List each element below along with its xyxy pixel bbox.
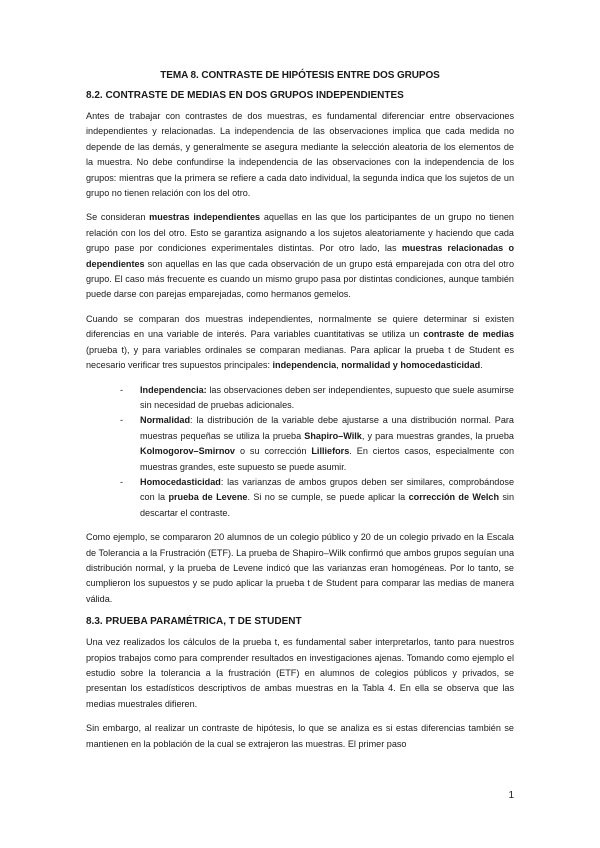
bold-term: Independencia: <box>140 384 207 395</box>
text-run: : las varianzas de ambos grupos deben ser similares, comprobándose con la <box>140 476 514 503</box>
bold-term-related-samples: muestras relacionadas o dependientes <box>86 243 514 269</box>
bold-term-mean-contrast: contraste de medias <box>423 329 515 340</box>
section-heading-8-2: 8.2. CONTRASTE DE MEDIAS EN DOS GRUPOS INDEPENDIENTES <box>86 90 404 101</box>
text-run: Cuando se comparan dos muestras independientes, normalmente se quiere determinar si existen diferencias en una variable de interés. Para variables cuantitativas se utiliza un <box>86 313 514 340</box>
list-item-homoscedasticity <box>86 475 514 521</box>
paragraph-sample-types <box>86 210 514 302</box>
text-run: : la distribución de la variable debe ajustarse a una distribución normal. Para muestras pequeñas se utiliza la prueba <box>140 415 514 441</box>
text-run: las observaciones deben ser independientes, supuesto que suele asumirse sin necesidad de pruebas adicionales. <box>140 384 514 410</box>
text-run: sin descartar el contraste. <box>140 492 515 518</box>
assumptions-list <box>86 383 514 522</box>
paragraph-independence-intro: Antes de trabajar con contrastes de dos muestras, es fundamental diferenciar entre observaciones independientes y relacionadas. La independencia de las observaciones implica que cada medida no depende de las demás, y generalmente se asegura mediante la selección aleatoria de los elementos de la muestra. No debe confundirse la independencia de las observaciones con la independencia de los grupos: mientras que la primera se refiere a cada dato individual, la segunda indica que los sujetos de un grupo no tienen relación con los del otro. <box>86 111 514 199</box>
bold-term: Normalidad <box>140 415 191 426</box>
list-dash: - <box>120 476 124 487</box>
text-run: , y para muestras grandes, la prueba <box>361 430 514 441</box>
text-run: . En ciertos casos, especialmente con muestras grandes, este supuesto se puede asumir. <box>140 446 514 472</box>
text-run: (prueba t), y para variables ordinales se comparan medianas. Para aplicar la prueba t de Student es necesario verificar tres supuestos principales: <box>86 344 514 371</box>
text-run: . <box>480 360 483 371</box>
bold-term: Lilliefors <box>311 446 350 457</box>
list-dash: - <box>120 415 124 426</box>
list-dash: - <box>120 384 124 395</box>
bold-term-independent-samples: muestras independientes <box>149 212 261 223</box>
section-heading-8-3: 8.3. PRUEBA PARAMÉTRICA, T DE STUDENT <box>86 616 302 628</box>
text-run: , <box>336 360 342 371</box>
bold-term: Homocedasticidad <box>140 476 221 487</box>
bold-term: Kolmogorov–Smirnov <box>140 446 235 457</box>
text-run: son aquellas en las que cada observación de un grupo está emparejada con otra del otro grupo. El caso más frecuente es cuando un mismo grupo pasa por distintas condiciones, aunque también puede darse con parejas emparejadas, como hermanos gemelos. <box>86 258 514 300</box>
bold-term: prueba de Levene <box>168 492 248 503</box>
bold-term-independence: independencia <box>272 360 337 371</box>
text-run: o su corrección <box>235 446 312 457</box>
bold-term: Shapiro–Wilk <box>304 430 362 441</box>
page-number: 1 <box>508 790 514 801</box>
paragraph-assumptions <box>86 312 514 374</box>
paragraph-hypothesis-contrast: Sin embargo, al realizar un contraste de hipótesis, lo que se analiza es si estas diferencias también se mantienen en la población de la cual se extrajeron las muestras. El primer paso <box>86 723 514 749</box>
paragraph-interpretation: Una vez realizados los cálculos de la prueba t, es fundamental saber interpretarlos, tanto para nuestros propios trabajos como para comprender resultados en investigaciones ajenas. Tomando como ejemplo el estudio sobre la tolerancia a la frustración (ETF) en alumnos de colegios públicos y privados, se presentan los estadísticos descriptivos de ambas muestras en la Tabla 4. En ella se observa que las medias muestrales difieren. <box>86 637 514 709</box>
text-run: aquellas en las que los participantes de un grupo no tienen relación con los del otro. Esto se garantiza asignando a los sujetos aleatoriamente y haciendo que cada grupo pase por condiciones experimentales distintas. Por otro lado, las <box>86 212 514 254</box>
list-item-independence <box>86 383 514 414</box>
bold-term: corrección de Welch <box>408 492 500 503</box>
paragraph-example: Como ejemplo, se compararon 20 alumnos de un colegio público y 20 de un colegio privado en la Escala de Tolerancia a la Frustración (ETF). La prueba de Shapiro–Wilk confirmó que ambos grupos seguían una distribución normal, y la prueba de Levene indicó que las varianzas eran homogéneas. Por lo tanto, se cumplieron los supuestos y se pudo aplicar la prueba t de Student para comparar las medias de manera válida. <box>86 532 514 604</box>
document-title: TEMA 8. CONTRASTE DE HIPÓTESIS ENTRE DOS GRUPOS <box>160 70 440 81</box>
text-run: . Si no se cumple, se puede aplicar la <box>247 492 409 503</box>
text-run: Se consideran <box>86 212 150 223</box>
bold-term-normality-homoscedasticity: normalidad y homocedasticidad <box>341 360 481 371</box>
list-item-normality <box>86 413 514 475</box>
